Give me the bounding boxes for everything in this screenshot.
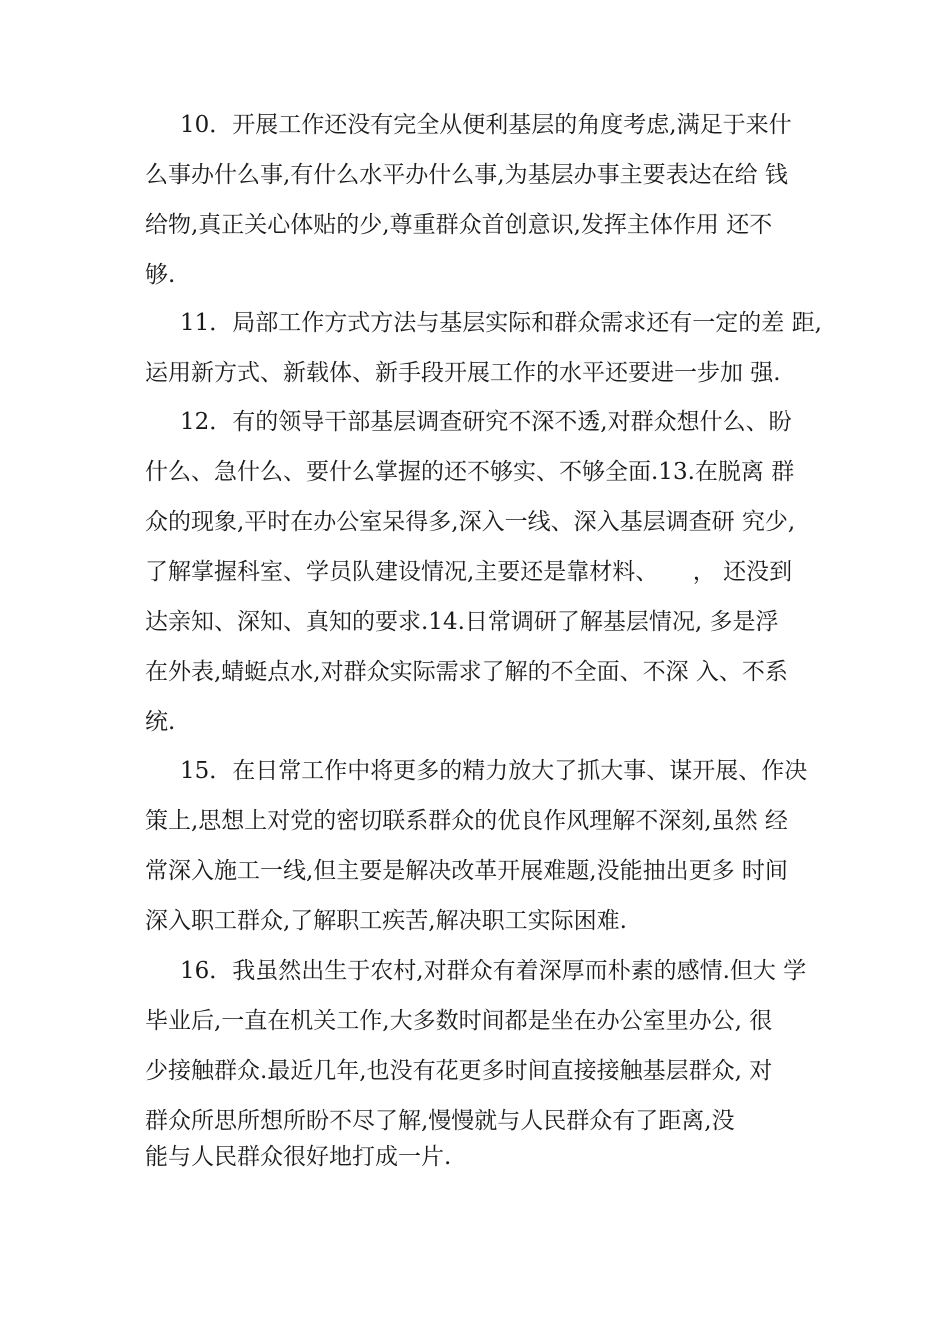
- text-line: 运用新方式、新载体、新手段开展工作的水平还要进一步加 强.: [145, 360, 781, 386]
- text-line: 群众所思所想所盼不尽了解,慢慢就与人民群众有了距离,没: [145, 1108, 735, 1134]
- paragraph-11: [145, 298, 835, 398]
- text-line: 能与人民群众很好地打成一片.: [145, 1144, 452, 1170]
- text-line: 达亲知、深知、真知的要求.14.日常调研了解基层情况, 多是浮: [145, 609, 779, 635]
- text-line: 统.: [145, 709, 176, 735]
- text-line: 常深入施工一线,但主要是解决改革开展难题,没能抽出更多 时间: [145, 858, 788, 884]
- text-line: 15．在日常工作中将更多的精力放大了抓大事、谋开展、作决: [180, 758, 808, 784]
- text-line: 了解掌握科室、学员队建设情况,主要还是靠材料、 ， 还没到: [145, 559, 793, 585]
- paragraph-15: [145, 746, 835, 946]
- text-line: 12．有的领导干部基层调查研究不深不透,对群众想什么、盼: [180, 409, 792, 435]
- text-line: 给物,真正关心体贴的少,尊重群众首创意识,发挥主体作用 还不: [145, 212, 773, 238]
- text-line: 策上,思想上对党的密切联系群众的优良作风理解不深刻,虽然 经: [145, 808, 788, 834]
- text-line: 16．我虽然出生于农村,对群众有着深厚而朴素的感情.但大 学: [180, 958, 807, 984]
- text-line: 么事办什么事,有什么水平办什么事,为基层办事主要表达在给 钱: [145, 162, 788, 188]
- paragraph-12: [145, 397, 835, 747]
- text-line: 深入职工群众,了解职工疾苦,解决职工实际困难.: [145, 908, 627, 934]
- paragraph-10: [145, 100, 835, 300]
- text-line: 11．局部工作方式方法与基层实际和群众需求还有一定的差 距,: [180, 310, 822, 336]
- text-line: 毕业后,一直在机关工作,大多数时间都是坐在办公室里办公, 很: [145, 1008, 773, 1034]
- text-line: 在外表,蜻蜓点水,对群众实际需求了解的不全面、不深 入、不系: [145, 659, 788, 685]
- paragraph-16: [145, 946, 835, 1175]
- text-line: 10．开展工作还没有完全从便利基层的角度考虑,满足于来什: [180, 112, 792, 138]
- text-line: 什么、急什么、要什么掌握的还不够实、不够全面.13.在脱离 群: [145, 459, 795, 485]
- text-line: 够.: [145, 262, 176, 288]
- text-line: 众的现象,平时在办公室呆得多,深入一线、深入基层调查研 究少,: [145, 509, 796, 535]
- text-line: 少接触群众.最近几年,也没有花更多时间直接接触基层群众, 对: [145, 1058, 773, 1084]
